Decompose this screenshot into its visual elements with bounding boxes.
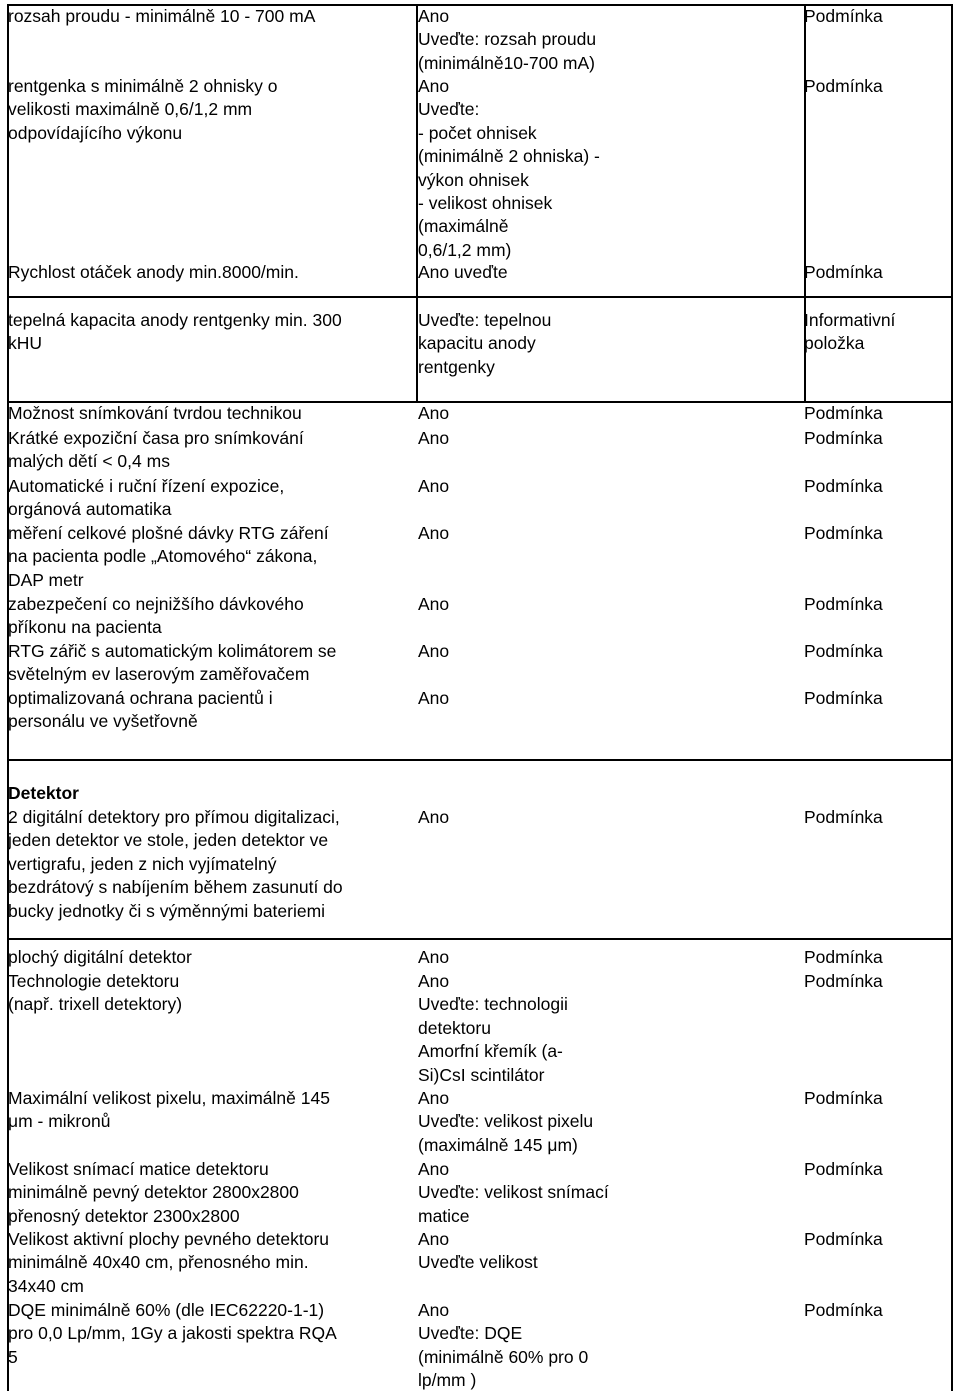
row-type: Podmínka [804,1229,883,1249]
row-type: Podmínka [804,523,883,543]
row-answer: Ano uveďte [418,262,508,282]
row-label: DQE minimálně 60% (dle IEC62220-1-1) pro 0,0 Lp/mm, 1Gy a jakosti spektra RQA 5 [8,1300,337,1367]
row-answer: Ano [418,403,450,423]
row-label: optimalizovaná ochrana pacientů i personálu ve vyšetřovně [8,688,273,732]
row-label: Velikost aktivní plochy pevného detektoru minimálně 40x40 cm, přenosného min. 34x40 cm [8,1229,330,1296]
row-type: Podmínka [804,76,883,96]
row-label: 2 digitální detektory pro přímou digitalizaci, jeden detektor ve stole, jeden detektor ve vertigrafu, jeden z nich vyjímatelný bezdrátový s nabíjením během zasunutí do bucky jednotky či s výměnnými bateriemi [8,807,343,921]
row-type: Podmínka [804,1088,883,1108]
row-label: Rychlost otáček anody min.8000/min. [8,262,299,282]
row-label: Automatické i ruční řízení expozice, orgánová automatika [8,476,285,520]
row-answer: Ano [418,428,450,448]
row-type: Podmínka [804,403,883,423]
row-label: Možnost snímkování tvrdou technikou [8,403,302,423]
row-label: Velikost snímací matice detektoru minimálně pevný detektor 2800x2800 přenosný detektor 2300x2800 [8,1159,299,1226]
row-type: Podmínka [804,641,883,661]
row-type: Podmínka [804,688,883,708]
row-label: zabezpečení co nejnižšího dávkového příkonu na pacienta [8,594,304,638]
row-label: Technologie detektoru (např. trixell detektory) [8,971,183,1015]
row-answer: Ano Uveďte: velikost pixelu (maximálně 145 μm) [418,1088,594,1155]
row-label: Krátké expoziční časa pro snímkování malých dětí < 0,4 ms [8,428,304,472]
row-answer: Ano Uveďte: velikost snímací matice [418,1159,609,1226]
row-type: Podmínka [804,428,883,448]
row-answer: Ano [418,807,450,827]
row-answer: Ano [418,523,450,543]
row-label: Maximální velikost pixelu, maximálně 145 μm - mikronů [8,1088,330,1132]
row-label: plochý digitální detektor [8,947,192,967]
row-divider [9,759,951,761]
row-answer: Ano Uveďte: - počet ohnisek (minimálně 2 ohniska) - výkon ohnisek - velikost ohnisek (maximálně 0,6/1,2 mm) [418,76,600,260]
row-type: Podmínka [804,6,883,26]
row-type: Podmínka [804,971,883,991]
row-label: RTG zářič s automatickým kolimátorem se světelným ev laserovým zaměřovačem [8,641,337,685]
row-answer: Uveďte: tepelnou kapacitu anody rentgenky [418,310,552,377]
row-type: Podmínka [804,1159,883,1179]
section-heading-detektor: Detektor [8,783,79,803]
row-type: Podmínka [804,594,883,614]
row-answer: Ano [418,641,450,661]
row-label: rozsah proudu - minimálně 10 - 700 mA [8,6,316,26]
row-label: rentgenka s minimálně 2 ohnisky o velikosti maximálně 0,6/1,2 mm odpovídajícího výkonu [8,76,278,143]
row-answer: Ano [418,688,450,708]
row-answer: Ano Uveďte: technologii detektoru Amorfní křemík (a- Si)CsI scintilátor [418,971,568,1085]
row-answer: Ano Uveďte: DQE (minimálně 60% pro 0 lp/mm ) [418,1300,589,1391]
row-type: Podmínka [804,1300,883,1320]
row-answer: Ano Uveďte velikost [418,1229,538,1273]
row-type: Informativní položka [804,310,896,354]
row-answer: Ano [418,594,450,614]
row-divider [9,938,951,940]
row-label: tepelná kapacita anody rentgenky min. 300 kHU [8,310,342,354]
row-answer: Ano [418,947,450,967]
row-type: Podmínka [804,807,883,827]
row-type: Podmínka [804,947,883,967]
row-answer: Ano Uveďte: rozsah proudu (minimálně10-700 mA) [418,6,597,73]
row-divider [9,296,951,298]
row-type: Podmínka [804,476,883,496]
row-label: měření celkové plošné dávky RTG záření na pacienta podle „Atomového“ zákona, DAP metr [8,523,329,590]
row-type: Podmínka [804,262,883,282]
row-answer: Ano [418,476,450,496]
